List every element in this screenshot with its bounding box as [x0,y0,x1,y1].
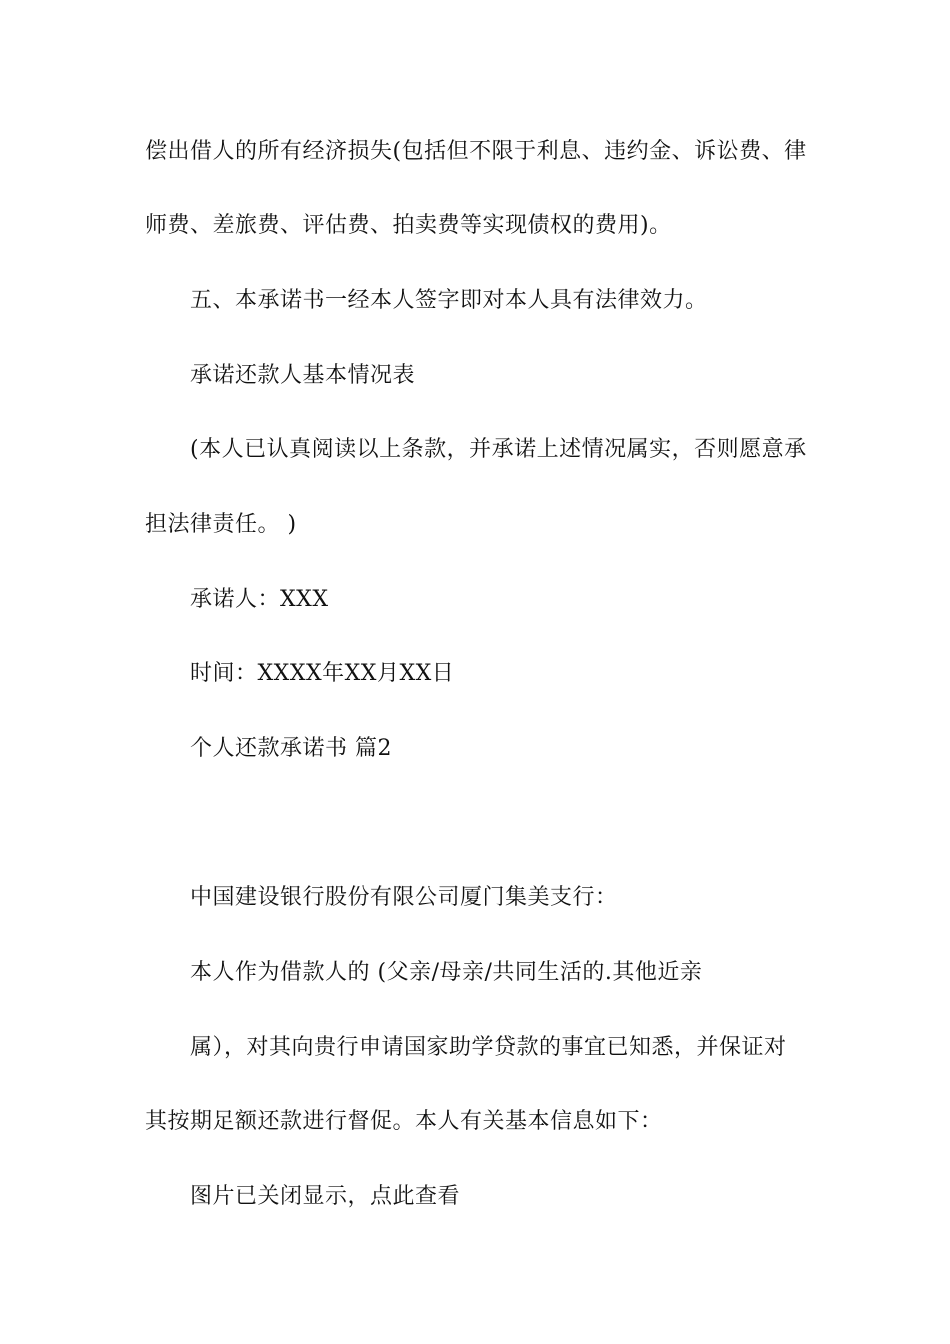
addressee-line: 中国建设银行股份有限公司厦门集美支行： [190,885,618,910]
section-heading: 承诺还款人基本情况表 [190,363,416,388]
promisor-name: 承诺人：XXX [190,587,329,612]
date-line: 时间：XXXX年XX月XX日 [190,661,455,686]
image-hidden-link[interactable]: 图片已关闭显示，点此查看 [190,1184,461,1209]
paragraph-line: 偿出借人的所有经济损失(包括但不限于利息、违约金、诉讼费、律 [145,139,807,164]
paragraph-line: (本人已认真阅读以上条款，并承诺上述情况属实，否则愿意承 [190,437,807,462]
paragraph-line: 师费、差旅费、评估费、拍卖费等实现债权的费用)。 [145,213,672,238]
paragraph-line: 其按期足额还款进行督促。本人有关基本信息如下： [145,1109,663,1134]
paragraph-line: 本人作为借款人的 (父亲/母亲/共同生活的.其他近亲 [190,960,703,985]
clause-five: 五、本承诺书一经本人签字即对本人具有法律效力。 [190,288,708,313]
document-subtitle: 个人还款承诺书 篇2 [190,736,392,761]
paragraph-line: 属），对其向贵行申请国家助学贷款的事宜已知悉，并保证对 [190,1035,787,1060]
paragraph-line: 担法律责任。 ) [145,512,297,537]
